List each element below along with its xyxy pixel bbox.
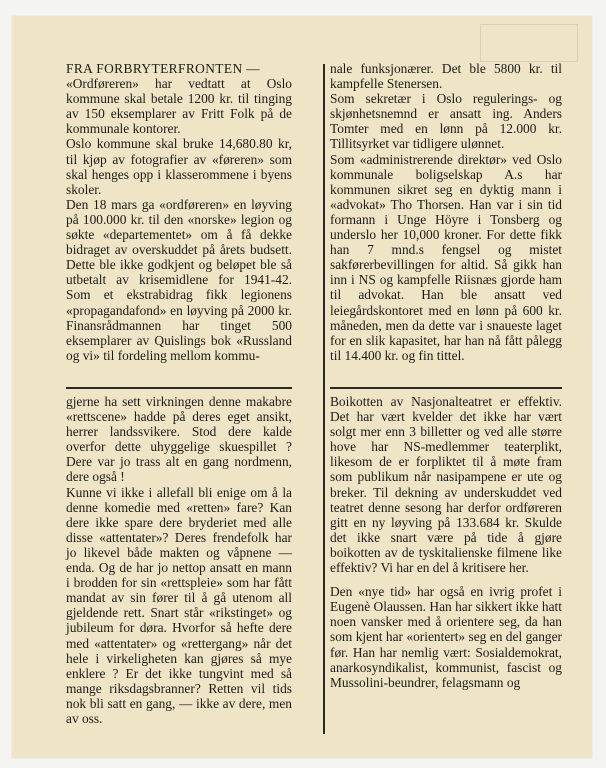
faded-stamp <box>480 24 578 62</box>
section-divider-right <box>330 387 562 389</box>
paragraph: Kunne vi ikke i allefall bli enige om å la denne komedie med «retten» fare? Kan dere ikke spare dere bryderiet med alle disse «attentater»? Deres frendefolk har jo likevel både makten og våpnene — enda. Og de har jo nettop ansatt en mann i brodden for sin «rettspleie» som har fått mandat av sin fører til å gå utenom all gjeldende rett. Snart står «rikstinget» og jubileum for døra. Hvorfor så hefte dere med «attentater» og «rettergang» når det hele i virkeligheten kan gjøres så mye enklere ? Er det ikke tungvint med så mange riksdagsbranner? Retten vil tids nok bli satt en gang, — ikke av dere, men av oss. <box>66 484 292 726</box>
newspaper-page <box>12 16 592 758</box>
paragraph: Den 18 mars ga «ordføreren» en løyving på 100.000 kr. til den «norske» legion og søkte «departementet» om å få dekke bidraget av overskuddet på årets budsett. Dette ble ikke godkjent og beløpet ble så utbetalt av krisemidlene for 1941-42. Som et ekstrabidrag fikk legionens «propagandafond» en løyving på 2000 kr. Finansrådmannen har tinget 500 eksemplarer av Quislings bok «Russland og vi» til fordeling mellom kommu- <box>66 196 292 363</box>
paragraph: Oslo kommune skal bruke 14,680.80 kr, til kjøp av fotografier av «føreren» som skal henges opp i klasserommene i byens skoler. <box>66 136 292 197</box>
column-divider-vertical <box>323 64 325 734</box>
article-headline: FRA FORBRYTERFRONTEN — <box>66 61 261 76</box>
article-column-top-left <box>66 61 292 363</box>
paragraph: nale funksjonærer. Det ble 5800 kr. til kampfelle Stenersen. <box>330 61 562 92</box>
paragraph: Som sekretær i Oslo regulerings- og skjønhetsnemnd er ansatt ing. Anders Tomter med en lønn på 12.000 kr. Tillitsyrket var tidligere ulønnet. <box>330 91 562 152</box>
paragraph: «Ordføreren» har vedtatt at Oslo kommune skal betale 1200 kr. til tinging av 150 eksemplarer av Fritt Folk på de kommunale kontorer. <box>66 76 292 137</box>
paragraph: Den «nye tid» har også en ivrig profet i Eugenè Olaussen. Han har sikkert ikke hatt noen vansker med å orientere seg, da han som kjent har «orientert» seg en del ganger før. Han har nemlig vært: Sosialdemokrat, anarkosyndikalist, kommunist, fascist og Mussolini-beundrer, felagsmann og <box>330 584 562 690</box>
article-column-bottom-right <box>330 394 562 690</box>
paragraph: gjerne ha sett virkningen denne makabre «rettscene» hadde på deres eget ansikt, herrer landssvikere. Stod dere kalde overfor dette uhyggelige skuespillet ? Dere var jo trass alt en gang nordmenn, dere også ! <box>66 394 292 485</box>
paragraph: Som «administrerende direktør» ved Oslo kommunale boligselskap A.s har kommunen sikret seg en dyktig mann i «advokat» Tho Thorsen. Han var i sin tid formann i Unge Höyre i Tonsberg og underslo her 10,000 kroner. For dette fikk han 7 mnd.s fengsel og mistet sakførerbevillingen for altid. Så gikk han inn i NS og kampfelle Riisnæs gjorde ham til advokat. Han ble ansatt ved leiegårdskontoret med en lønn på 600 kr. måneden, men da dette var i snaueste laget for en slik kapasitet, har han nå fått pålegg til 14.400 kr. og fin tittel. <box>330 151 562 363</box>
paragraph: Boikotten av Nasjonalteatret er effektiv. Det har vært kvelder det ikke har vært solgt mer enn 3 billetter og ved alle større hove har NS-medlemmer teaterplikt, likesom de er forpliktet til å møte fram som publikum når nasipampene er ute og breker. Til dekning av underskuddet ved teatret denne sesong har derfor ordføreren gitt en ny løyving på 133.684 kr. Skulde det ikke snart være på tide å gjøre boikotten av de tyskitalienske filmene like effektiv? Vi har en del å kritisere her. <box>330 394 562 576</box>
article-column-top-right <box>330 61 562 363</box>
article-column-bottom-left <box>66 394 292 726</box>
section-divider-left <box>66 387 292 389</box>
